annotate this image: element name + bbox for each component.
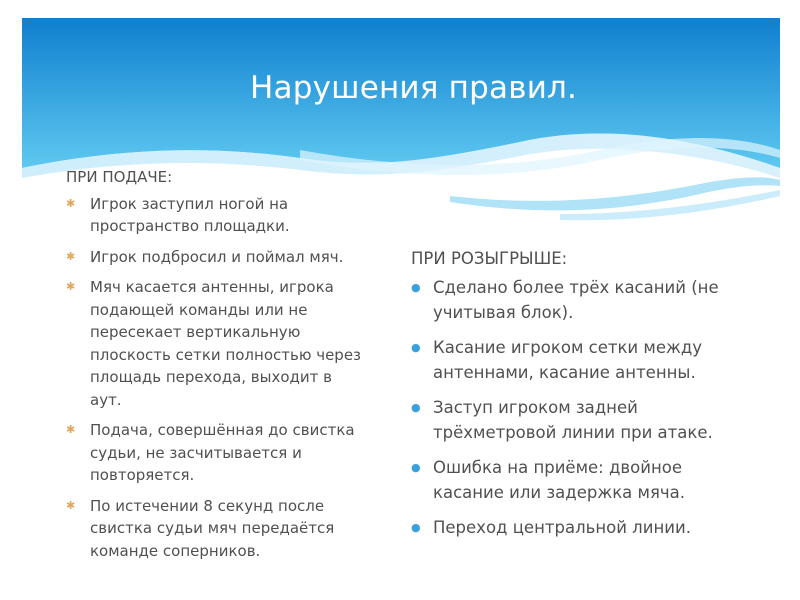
rally-section xyxy=(411,246,751,550)
rally-item-text: Касание игроком сетки между антеннами, касание антенны. xyxy=(433,338,703,382)
rally-item-text: Заступ игроком задней трёхметровой линии при атаке. xyxy=(433,398,713,442)
bullet-icon: ✱ xyxy=(66,249,76,263)
bullet-icon: ✱ xyxy=(66,423,76,436)
bullet-icon: ✱ xyxy=(66,196,76,210)
bullet-icon: ● xyxy=(411,401,421,414)
serve-item-text: Подача, совершённая до свистка судьи, не засчитывается и повторяется. xyxy=(90,421,355,484)
rally-item-text: Переход центральной линии. xyxy=(433,518,691,537)
serve-item xyxy=(66,495,366,563)
rally-item xyxy=(411,455,751,505)
bullet-icon: ● xyxy=(411,461,421,474)
serve-list xyxy=(66,193,366,563)
rally-item-text: Сделано более трёх касаний (не учитывая блок). xyxy=(433,278,719,322)
serve-item-text: По истечении 8 секунд после свистка судьи мяч передаётся команде соперников. xyxy=(90,496,335,560)
bullet-icon: ● xyxy=(411,341,421,354)
rally-item xyxy=(411,275,751,325)
bullet-icon: ● xyxy=(411,521,421,534)
rally-heading: ПРИ РОЗЫГРЫШЕ: xyxy=(411,249,568,268)
rally-list xyxy=(411,275,751,540)
rally-item xyxy=(411,335,751,385)
serve-item-text: Игрок заступил ногой на пространство площадки. xyxy=(90,194,290,235)
bullet-icon: ✱ xyxy=(66,280,76,293)
serve-item-text: Игрок подбросил и поймал мяч. xyxy=(90,247,344,266)
bullet-icon: ● xyxy=(411,281,421,294)
rally-item xyxy=(411,395,751,445)
serve-item xyxy=(66,276,366,411)
bullet-icon: ✱ xyxy=(66,498,76,512)
serve-item xyxy=(66,246,366,269)
rally-item xyxy=(411,515,751,540)
rally-item-text: Ошибка на приёме: двойное касание или задержка мяча. xyxy=(433,458,685,502)
serve-item-text: Мяч касается антенны, игрока подающей команды или не пересекает вертикальную плоскость сетки полностью через площадь перехода, выходит в аут. xyxy=(90,278,362,409)
serve-section xyxy=(66,166,366,570)
serve-item xyxy=(66,193,366,238)
serve-item xyxy=(66,419,366,487)
slide-title: Нарушения правил. xyxy=(250,70,578,106)
serve-heading: ПРИ ПОДАЧЕ: xyxy=(66,168,173,186)
